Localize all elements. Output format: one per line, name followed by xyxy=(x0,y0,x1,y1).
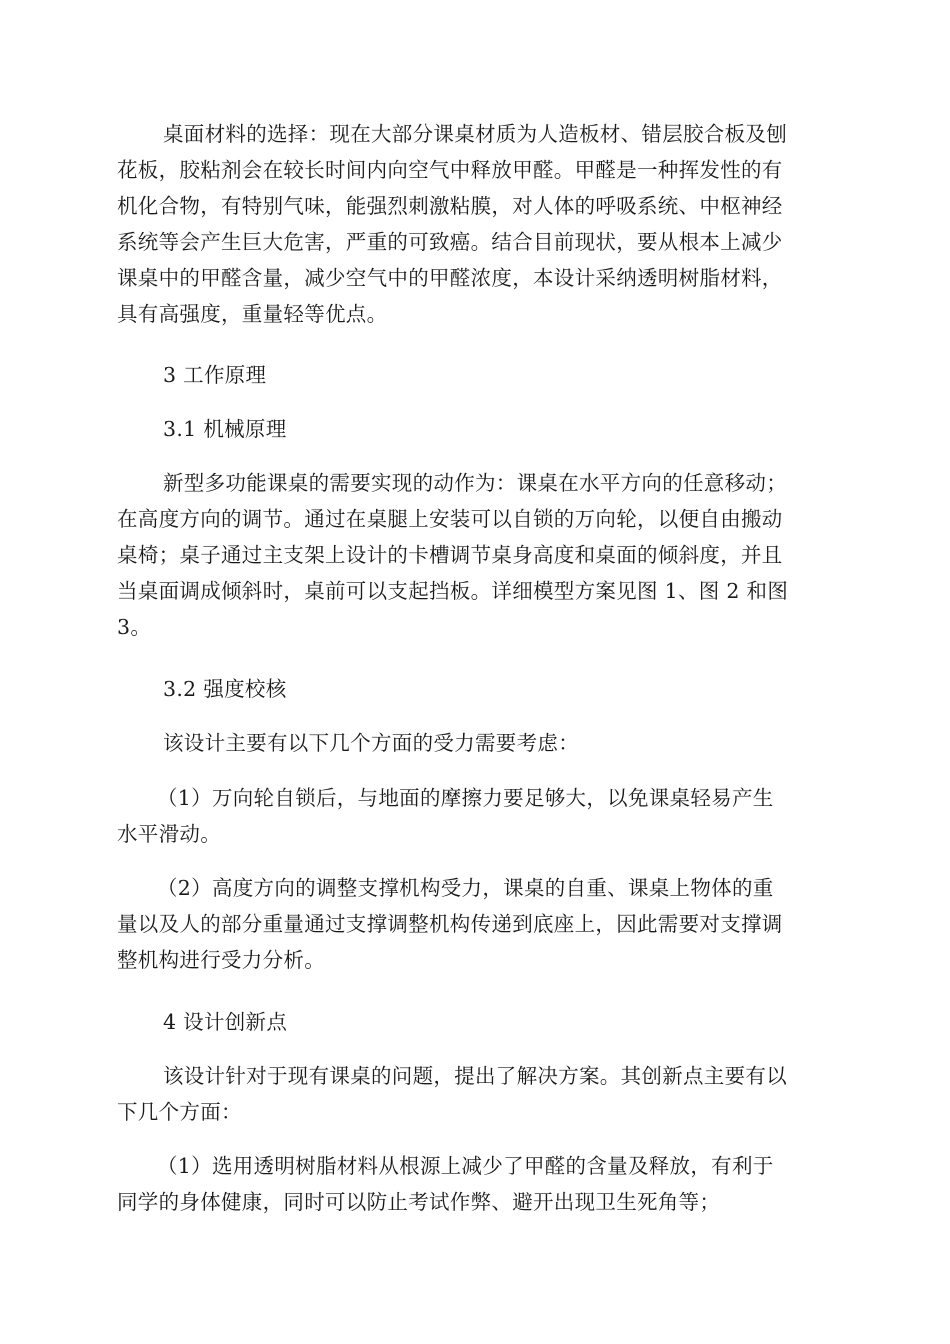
paragraph-line: 下几个方面： xyxy=(117,1100,242,1124)
paragraph-line: 系统等会产生巨大危害，严重的可致癌。结合目前现状，要从根本上减少 xyxy=(117,230,783,254)
paragraph-line: （1）选用透明树脂材料从根源上减少了甲醛的含量及释放，有利于 xyxy=(157,1154,774,1178)
paragraph-line: 新型多功能课桌的需要实现的动作为：课桌在水平方向的任意移动； xyxy=(163,471,787,495)
paragraph-line: 该设计针对于现有课桌的问题，提出了解决方案。其创新点主要有以 xyxy=(163,1064,787,1088)
paragraph-line: （2）高度方向的调整支撑机构受力，课桌的自重、课桌上物体的重 xyxy=(157,876,774,900)
list-item-height-support xyxy=(117,870,833,978)
list-item-caster-lock xyxy=(117,780,833,852)
paragraph-line: 机化合物，有特别气味，能强烈刺激粘膜，对人体的呼吸系统、中枢神经 xyxy=(117,194,783,218)
paragraph-line: 课桌中的甲醛含量，减少空气中的甲醛浓度，本设计采纳透明树脂材料， xyxy=(117,266,783,290)
paragraph-line: 3。 xyxy=(117,615,152,639)
section-heading-mechanical-principle: 3.1 机械原理 xyxy=(163,417,287,441)
section-heading-working-principle: 3 工作原理 xyxy=(163,363,267,387)
paragraph-mechanical-principle xyxy=(117,465,833,645)
paragraph-line: 桌椅；桌子通过主支架上设计的卡槽调节桌身高度和桌面的倾斜度，并且 xyxy=(117,543,783,567)
list-item-transparent-resin xyxy=(117,1148,833,1220)
paragraph-line: 花板，胶粘剂会在较长时间内向空气中释放甲醛。甲醛是一种挥发性的有 xyxy=(117,158,783,182)
section-heading-strength-check: 3.2 强度校核 xyxy=(163,677,287,701)
paragraph-line: 在高度方向的调节。通过在桌腿上安装可以自锁的万向轮，以便自由搬动 xyxy=(117,507,783,531)
paragraph-line: 当桌面调成倾斜时，桌前可以支起挡板。详细模型方案见图 1、图 2 和图 xyxy=(117,579,789,603)
paragraph-line: 具有高强度，重量轻等优点。 xyxy=(117,302,388,326)
paragraph-line: 桌面材料的选择：现在大部分课桌材质为人造板材、错层胶合板及刨 xyxy=(163,122,787,146)
paragraph-innovation-intro xyxy=(117,1058,833,1130)
paragraph-line: 量以及人的部分重量通过支撑调整机构传递到底座上，因此需要对支撑调 xyxy=(117,912,783,936)
paragraph-desk-material xyxy=(117,116,833,332)
section-heading-innovation: 4 设计创新点 xyxy=(163,1010,288,1034)
paragraph-force-considerations: 该设计主要有以下几个方面的受力需要考虑： xyxy=(163,731,579,755)
paragraph-line: （1）万向轮自锁后，与地面的摩擦力要足够大，以免课桌轻易产生 xyxy=(157,786,774,810)
paragraph-line: 水平滑动。 xyxy=(117,822,221,846)
paragraph-line: 同学的身体健康，同时可以防止考试作弊、避开出现卫生死角等； xyxy=(117,1190,721,1214)
paragraph-line: 整机构进行受力分析。 xyxy=(117,948,325,972)
